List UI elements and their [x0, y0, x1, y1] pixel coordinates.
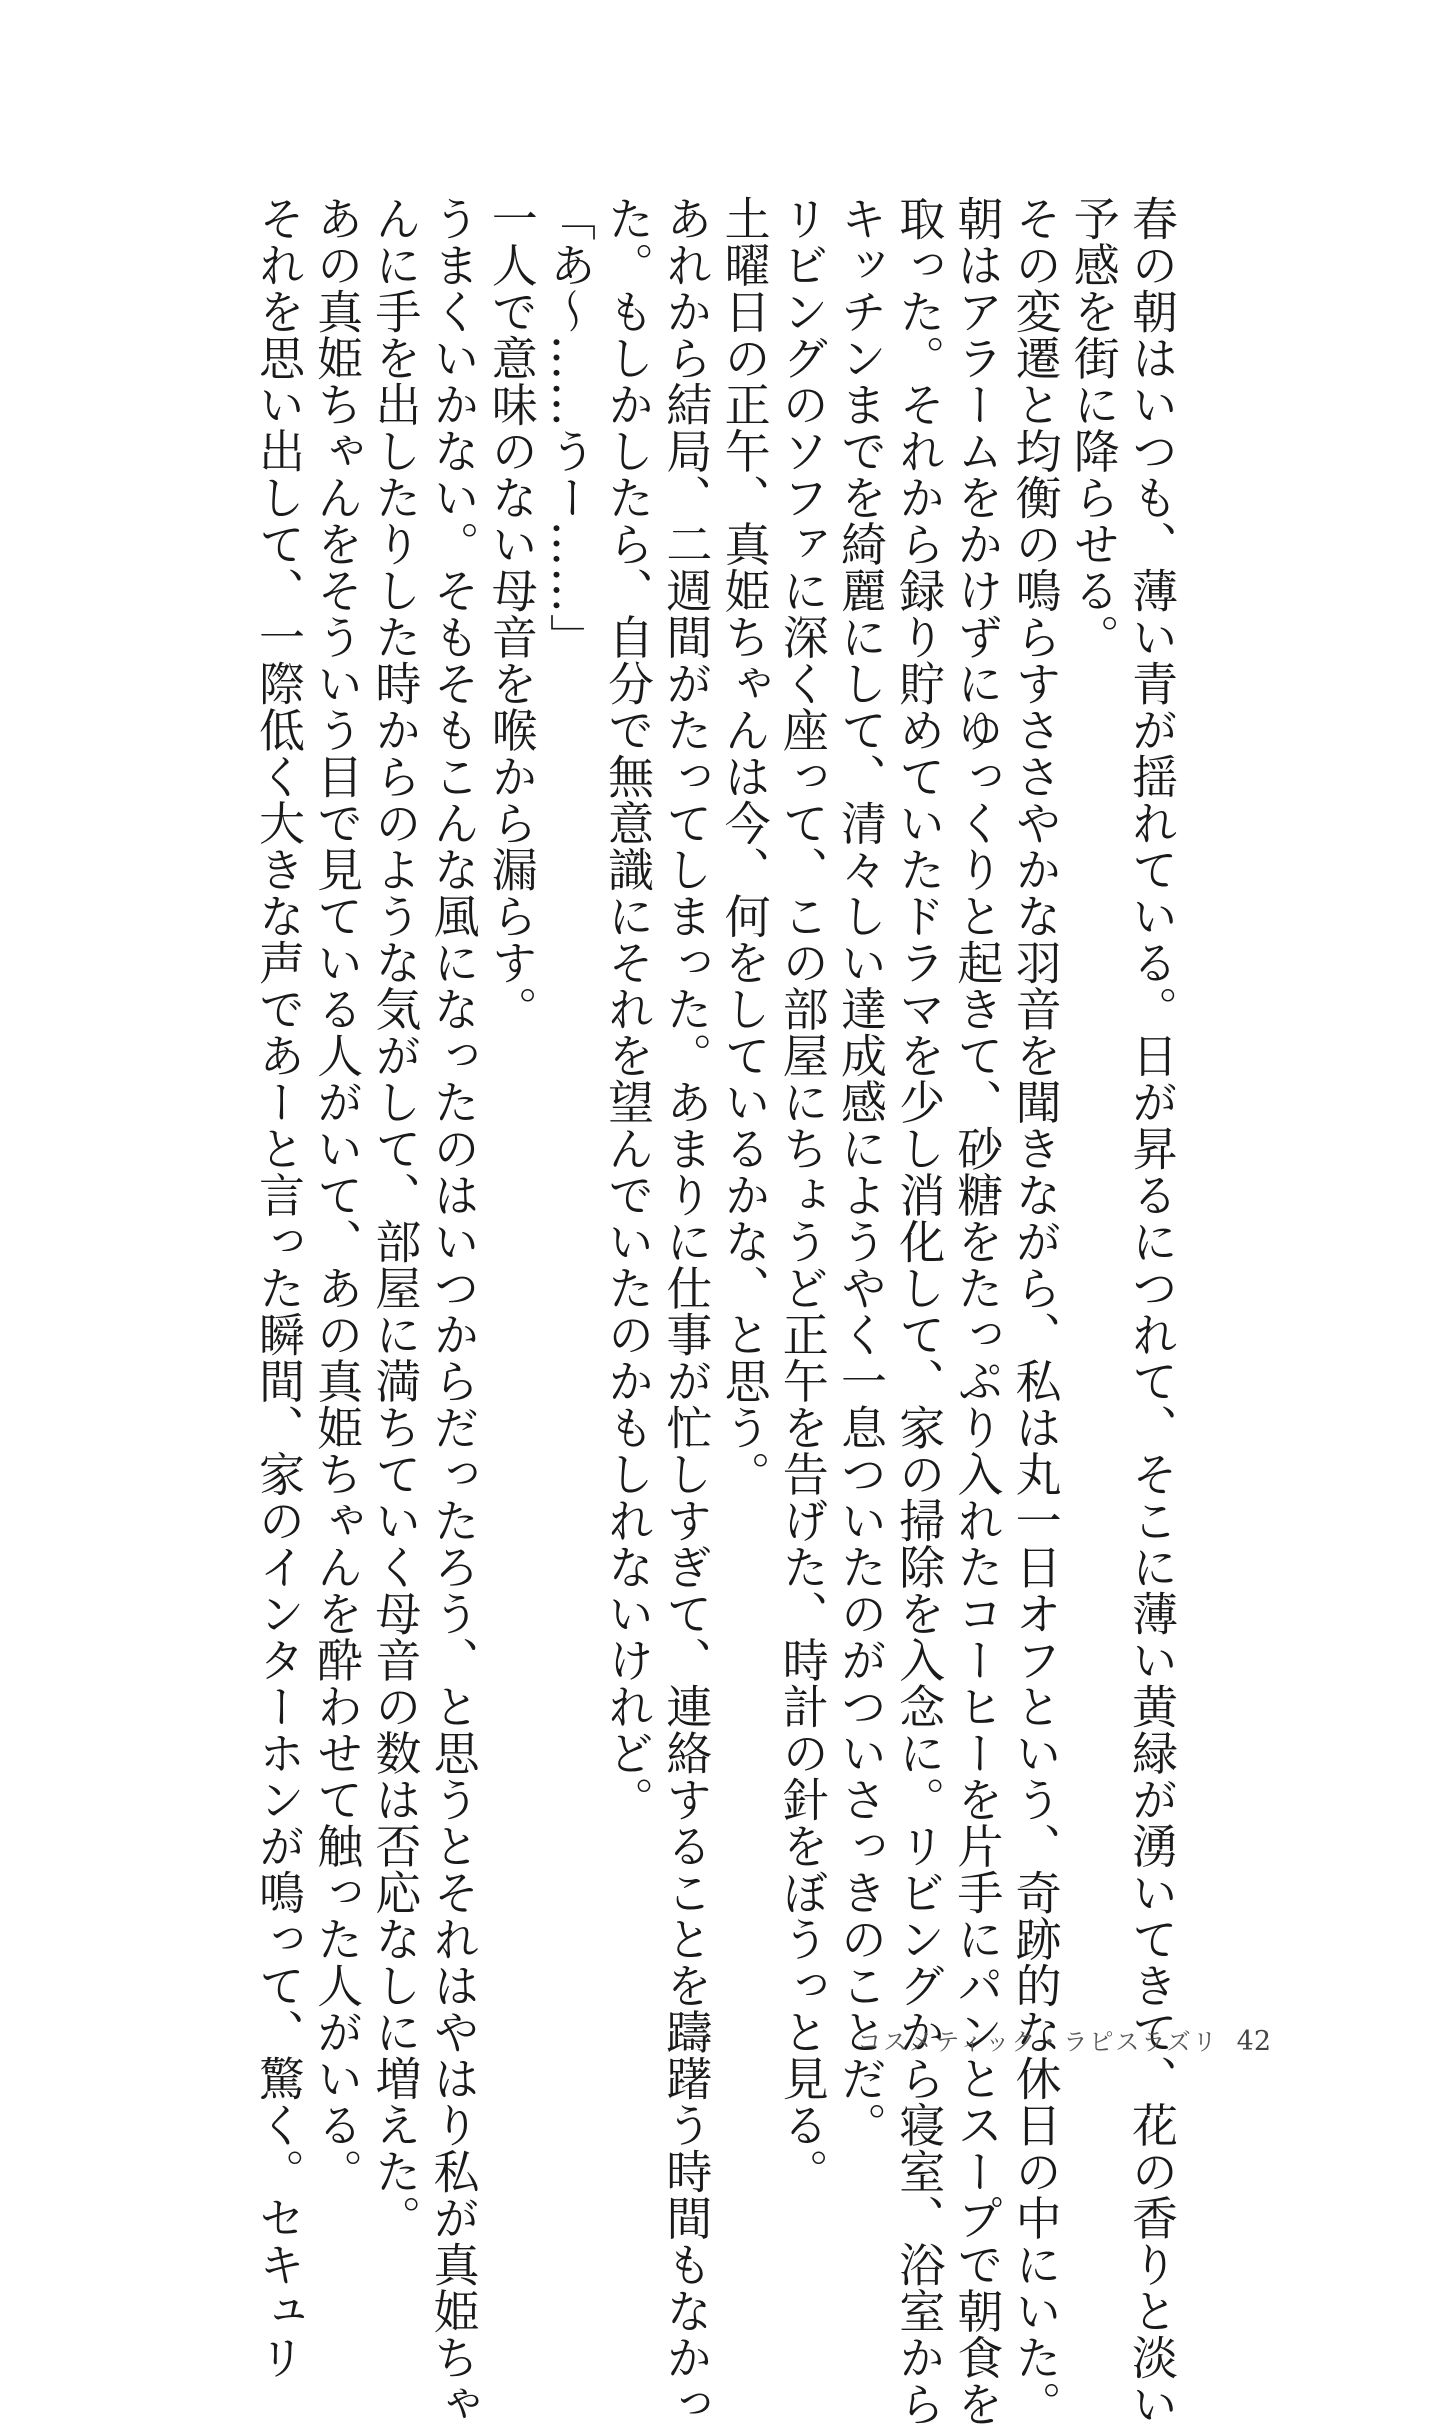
text-line: 土曜日の正午、真姫ちゃんは今、何をしているかな、と思う。 — [717, 195, 772, 1497]
text-line: んに手を出したりした時からのような気がして、部屋に満ちていく母音の数は否応なしに増えた。 — [368, 195, 423, 2241]
text-line: あの真姫ちゃんをそういう目で見ている人がいて、あの真姫ちゃんを酔わせて触った人がいる。 — [310, 195, 365, 2195]
page-footer — [857, 2022, 1271, 2057]
text-line: 一人で意味のない母音を喉から漏らす。 — [484, 195, 539, 1032]
text-line: た。もしかしたら、自分で無意識にそれを望んでいたのかもしれないけれど。 — [601, 195, 656, 1823]
book-title: コスメティック・ラピスラズリ — [857, 2028, 1219, 2056]
page-number: 42 — [1236, 2026, 1271, 2057]
text-line: あれから結局、二週間がたってしまった。あまりに仕事が忙しすぎて、連絡することを躊躇う時間もなかっ — [659, 195, 714, 2427]
text-line: 取った。それから録り貯めていたドラマを少し消化して、家の掃除を入念に。リビングから寝室、浴室から — [892, 195, 947, 2427]
text-line: その変遷と均衡の鳴らすささやかな羽音を聞きながら、私は丸一日オフという、奇跡的な休日の中にいた。 — [1008, 195, 1063, 2427]
text-line: それを思い出して、一際低く大きな声であーと言った瞬間、家のインターホンが鳴って、驚く。セキュリ — [251, 195, 306, 2381]
text-line: 予感を街に降らせる。 — [1066, 195, 1121, 660]
text-line: リビングのソファに深く座って、この部屋にちょうど正午を告げた、時計の針をぼうっと見る。 — [775, 195, 830, 2195]
text-line: キッチンまでを綺麗にして、清々しい達成感にようやく一息ついたのがついさっきのことだ。 — [833, 195, 888, 2148]
text-line: うまくいかない。そもそもこんな風になったのはいつからだったろう、と思うとそれはやはり私が真姫ちゃ — [426, 195, 481, 2427]
text-line: 「あ〜……うー……」 — [542, 195, 597, 660]
text-line: 朝はアラームをかけずにゆっくりと起きて、砂糖をたっぷり入れたコーヒーを片手にパンとスープで朝食を — [950, 195, 1005, 2427]
text-line: 春の朝はいつも、薄い青が揺れている。日が昇るにつれて、そこに薄い黄緑が湧いてきて、花の香りと淡い — [1125, 195, 1179, 2427]
